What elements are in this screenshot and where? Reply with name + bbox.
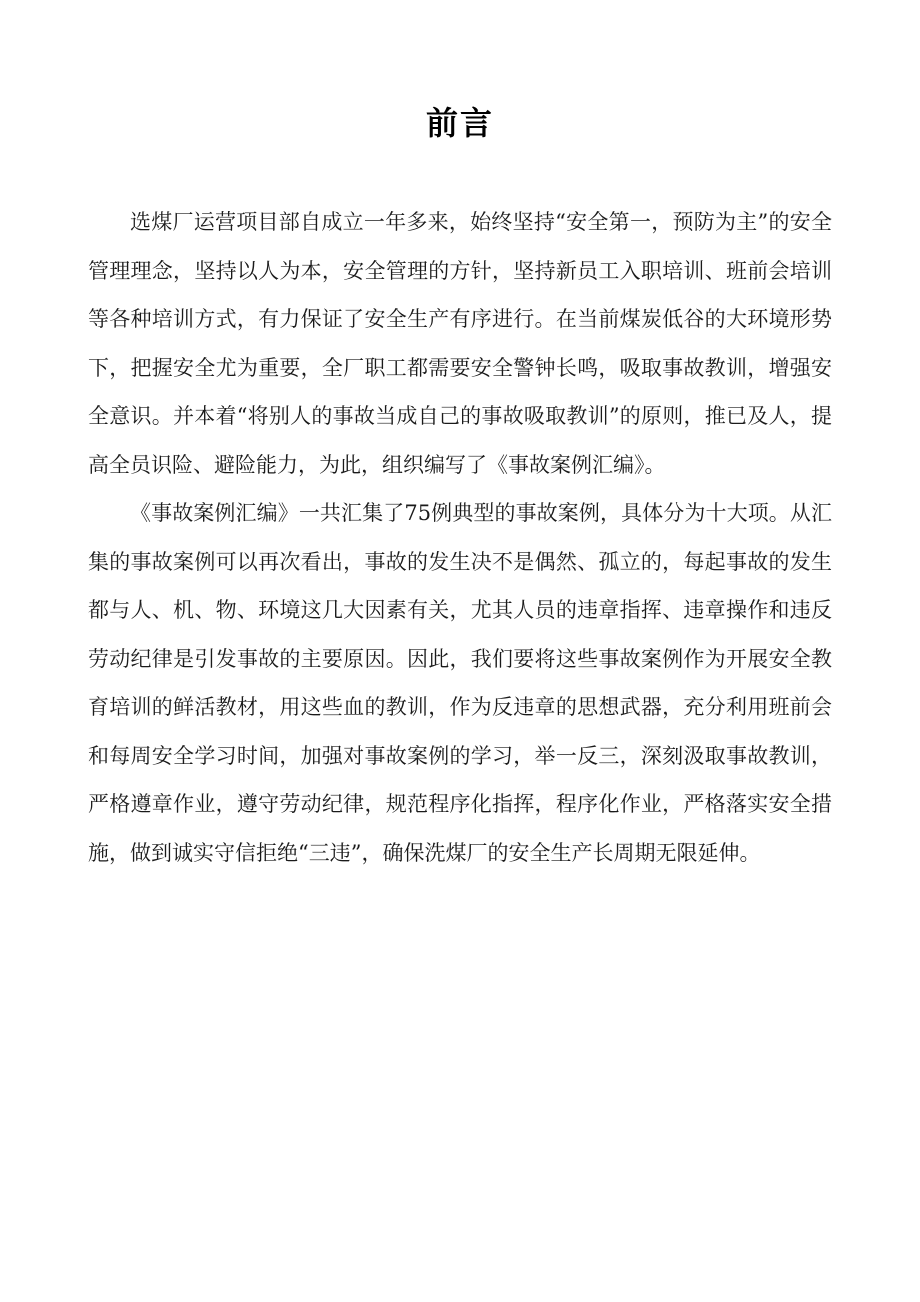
preface-paragraph-2: 《事故案例汇编》一共汇集了75例典型的事故案例，具体分为十大项。从汇集的事故案例可以再次看出，事故的发生决不是偶然、孤立的，每起事故的发生都与人、机、物、环境这几大因素有关，尤其人员的违章指挥、违章操作和违反劳动纪律是引发事故的主要原因。因此，我们要将这些事故案例作为开展安全教育培训的鲜活教材，用这些血的教训，作为反违章的思想武器，充分利用班前会和每周安全学习时间，加强对事故案例的学习，举一反三，深刻汲取事故教训，严格遵章作业，遵守劳动纪律，规范程序化指挥，程序化作业，严格落实安全措施，做到诚实守信拒绝“三违”，确保洗煤厂的安全生产长周期无限延伸。 xyxy=(88,501,832,865)
document-body xyxy=(88,198,832,877)
page-title: 前言 xyxy=(425,104,494,142)
preface-paragraph-1: 选煤厂运营项目部自成立一年多来，始终坚持“安全第一，预防为主”的安全管理理念，坚持以人为本，安全管理的方针，坚持新员工入职培训、班前会培训等各种培训方式，有力保证了安全生产有序进行。在当前煤炭低谷的大环境形势下，把握安全尤为重要，全厂职工都需要安全警钟长鸣，吸取事故教训，增强安全意识。并本着“将别人的事故当成自己的事故吸取教训”的原则，推已及人，提高全员识险、避险能力，为此，组织编写了《事故案例汇编》。 xyxy=(88,210,832,477)
